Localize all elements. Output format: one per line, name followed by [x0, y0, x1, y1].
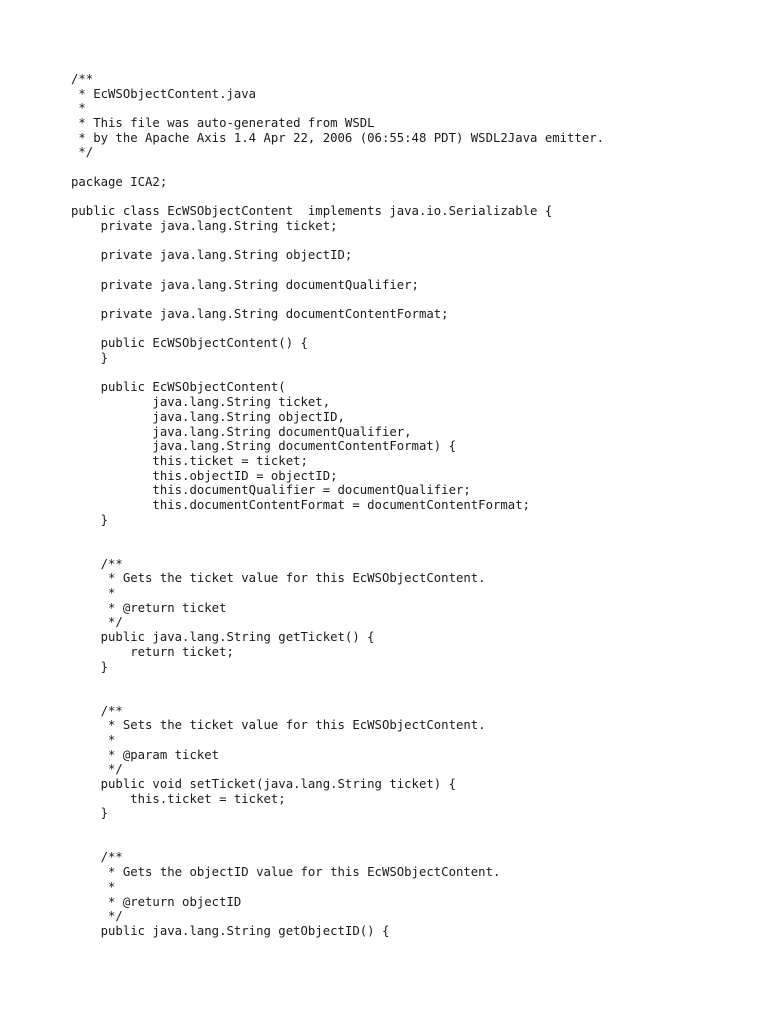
code-line: public java.lang.String getObjectID() { — [71, 923, 390, 938]
code-line: /** — [71, 556, 123, 571]
code-line: this.documentQualifier = documentQualifier; — [71, 483, 471, 498]
code-line: * EcWSObjectContent.java — [71, 86, 257, 101]
code-line: /** — [71, 703, 123, 718]
code-line — [71, 527, 604, 542]
code-line: this.ticket = ticket; — [71, 791, 286, 806]
code-line — [71, 689, 604, 704]
code-line: } — [71, 806, 109, 821]
code-line: */ — [71, 909, 123, 924]
code-line: * @return ticket — [71, 600, 227, 615]
code-line: java.lang.String documentQualifier, — [71, 424, 412, 439]
code-line: * Gets the ticket value for this EcWSObjectContent. — [71, 571, 486, 586]
code-line — [71, 160, 604, 175]
code-line: * @param ticket — [71, 747, 220, 762]
code-line: */ — [71, 615, 123, 630]
code-line: public EcWSObjectContent() { — [71, 336, 308, 351]
code-line — [71, 542, 604, 557]
code-line: private java.lang.String documentContentFormat; — [71, 307, 449, 321]
code-line: return ticket; — [71, 644, 234, 659]
code-line — [71, 674, 604, 689]
code-line — [71, 366, 604, 381]
code-line: public void setTicket(java.lang.String ticket) { — [71, 777, 456, 791]
code-line — [71, 821, 604, 836]
code-line — [71, 263, 604, 278]
code-line: java.lang.String documentContentFormat) { — [71, 439, 456, 454]
code-line: this.documentContentFormat = documentContentFormat; — [71, 497, 531, 512]
code-line: * — [71, 586, 116, 601]
code-line: private java.lang.String ticket; — [71, 218, 338, 233]
code-line — [71, 234, 604, 249]
code-line: public EcWSObjectContent( — [71, 380, 286, 395]
code-line: * Gets the objectID value for this EcWSObjectContent. — [71, 865, 501, 880]
code-line: java.lang.String objectID, — [71, 409, 345, 424]
code-line: } — [71, 659, 109, 674]
code-line: this.objectID = objectID; — [71, 468, 338, 483]
code-line: * — [71, 732, 116, 747]
code-line: /** — [71, 850, 123, 865]
code-line: /** — [71, 72, 94, 86]
code-line: */ — [71, 762, 123, 777]
code-line: public java.lang.String getTicket() { — [71, 630, 375, 645]
code-line: } — [71, 351, 109, 366]
code-line: * — [71, 879, 116, 894]
code-line: * @return objectID — [71, 894, 242, 909]
code-line: package ICA2; — [71, 174, 168, 189]
code-line — [71, 190, 604, 205]
code-line: this.ticket = ticket; — [71, 453, 308, 468]
code-line: private java.lang.String objectID; — [71, 248, 353, 263]
code-line: java.lang.String ticket, — [71, 395, 331, 410]
code-line — [71, 836, 604, 851]
code-line: */ — [71, 145, 94, 160]
code-line: public class EcWSObjectContent implements java.io.Serializable { — [71, 204, 553, 219]
code-line: * by the Apache Axis 1.4 Apr 22, 2006 (06:55:48 PDT) WSDL2Java emitter. — [71, 130, 605, 145]
code-line: * — [71, 101, 86, 116]
code-line: * This file was auto-generated from WSDL — [71, 116, 375, 131]
code-line: * Sets the ticket value for this EcWSObjectContent. — [71, 718, 486, 733]
code-line: } — [71, 512, 109, 527]
java-source-code — [71, 72, 604, 939]
code-line — [71, 322, 604, 337]
code-line — [71, 292, 604, 307]
code-line: private java.lang.String documentQualifier; — [71, 277, 419, 292]
